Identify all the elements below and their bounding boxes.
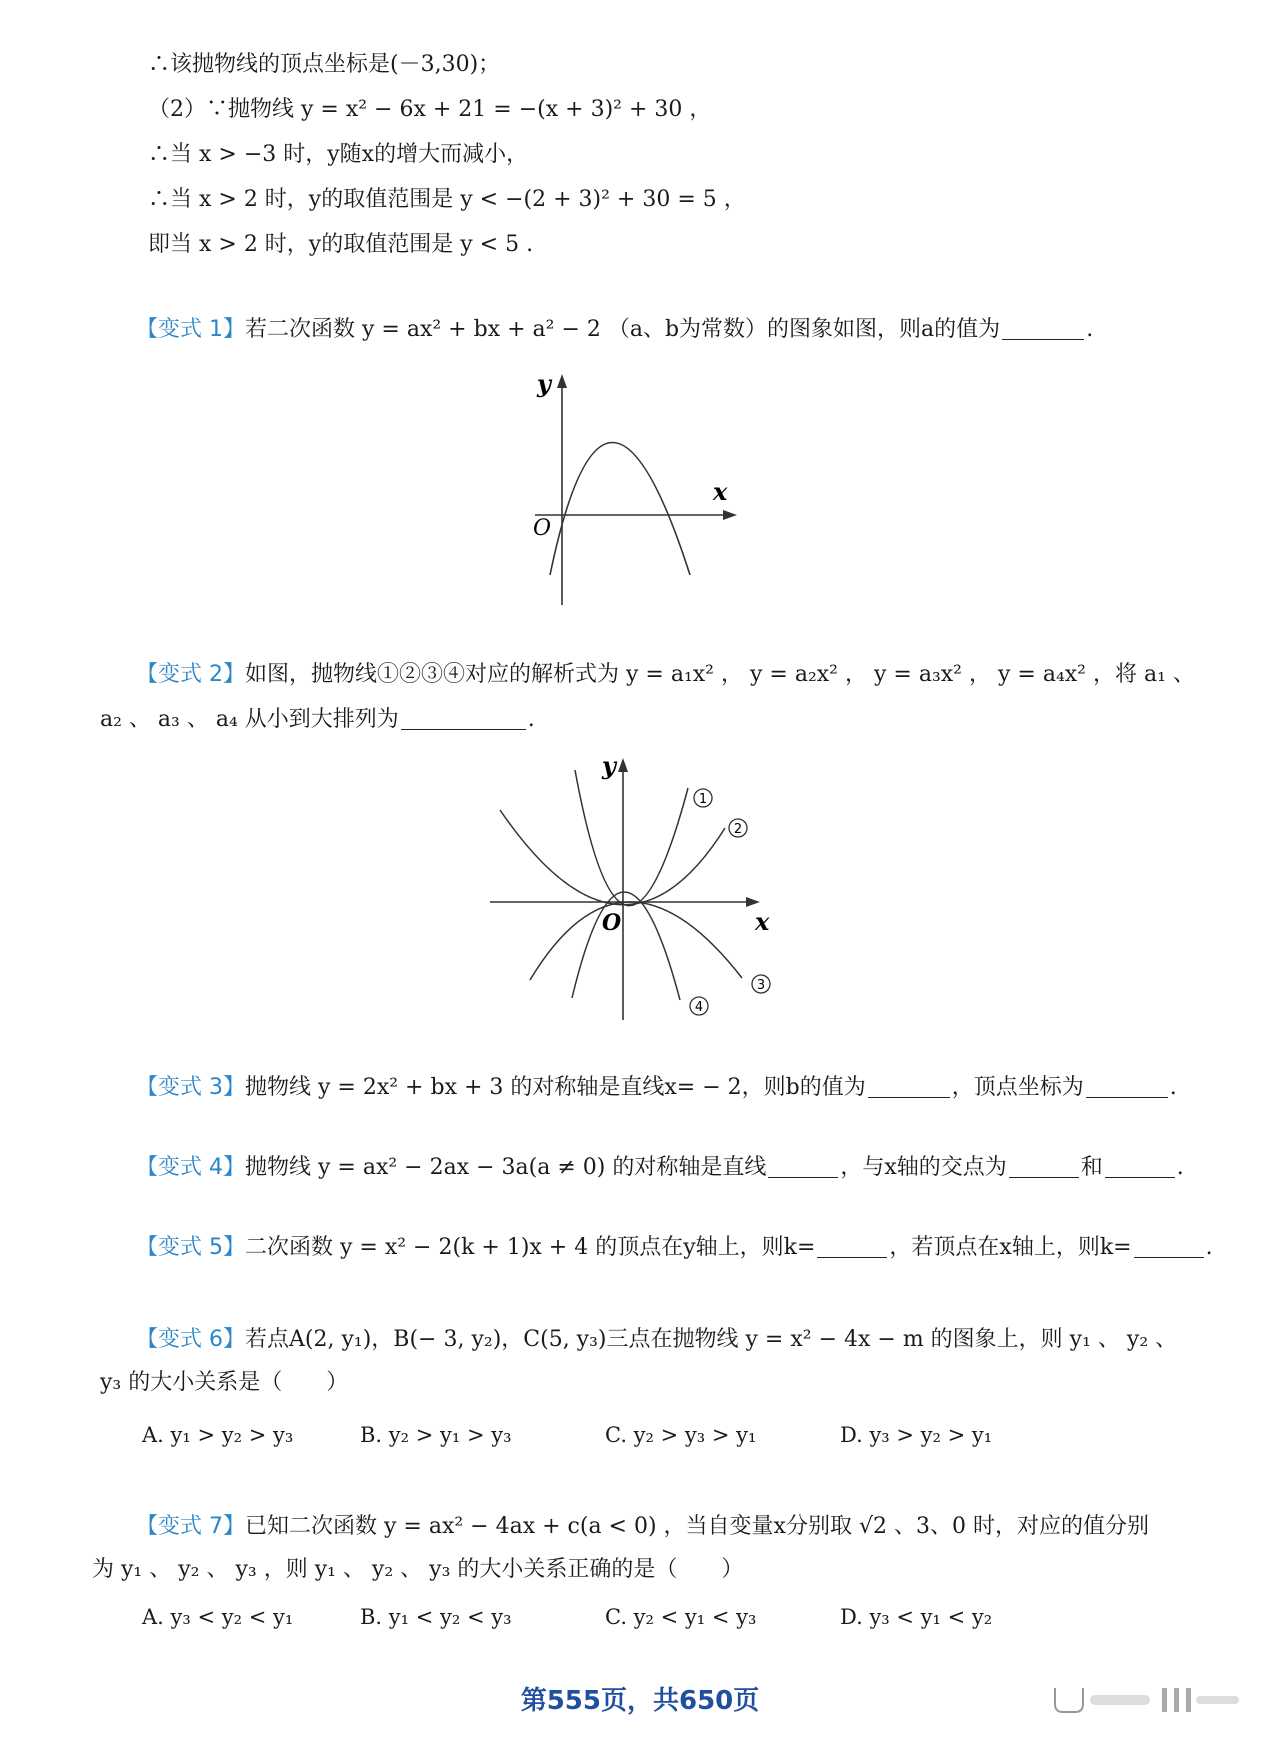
variant-1-text: 若二次函数 y = ax² + bx + a² − 2 （a、b为常数）的图象如图，则a的值为 [245, 317, 1001, 342]
answer-blank[interactable] [401, 707, 526, 730]
variant-4-tag: 【变式 4】 [136, 1155, 245, 1180]
variant-4-text: 抛物线 y = ax² − 2ax − 3a(a ≠ 0) 的对称轴是直线 [245, 1155, 767, 1180]
intro-line-4: ∴当 x > 2 时，y的取值范围是 y < −(2 + 3)² + 30 = 5 ， [148, 187, 746, 212]
variant-2-figure [480, 750, 780, 1030]
x-arrow-icon [746, 897, 760, 907]
variant-7-option-c[interactable]: C. y₂ < y₁ < y₃ [605, 1605, 757, 1629]
variant-3-text-mid: ，顶点坐标为 [951, 1075, 1084, 1100]
variant-7-text: 已知二次函数 y = ax² − 4ax + c(a < 0) ，当自变量x分别取 √2 、3、0 时，对应的值分别 [245, 1514, 1149, 1539]
answer-blank[interactable] [817, 1235, 887, 1258]
variant-5-tag: 【变式 5】 [136, 1235, 245, 1260]
decorative-marks-icon [1050, 1682, 1250, 1722]
variant-3-question [136, 1073, 1177, 1103]
parabola-3-curve [530, 902, 742, 980]
variant-7-option-b[interactable]: B. y₁ < y₂ < y₃ [360, 1605, 512, 1629]
answer-blank[interactable] [868, 1075, 950, 1098]
variant-2-question [136, 660, 1195, 690]
variant-6-option-a[interactable]: A. y₁ > y₂ > y₃ [142, 1423, 294, 1447]
variant-2-tag: 【变式 2】 [136, 662, 245, 687]
origin-label: O [602, 910, 622, 936]
y-axis-label: y [602, 751, 616, 780]
variant-6-tag: 【变式 6】 [136, 1327, 245, 1352]
variant-6-option-d[interactable]: D. y₃ > y₂ > y₁ [840, 1423, 993, 1447]
answer-blank[interactable] [1009, 1155, 1079, 1178]
variant-6-option-b[interactable]: B. y₂ > y₁ > y₃ [360, 1423, 512, 1447]
parabola-1-curve [575, 770, 688, 906]
variant-3-tag: 【变式 3】 [136, 1075, 245, 1100]
period: . [1176, 1155, 1184, 1180]
answer-blank[interactable] [1086, 1075, 1168, 1098]
variant-5-text-mid: ，若顶点在x轴上，则k= [889, 1235, 1132, 1260]
y-arrow-icon [618, 758, 628, 772]
answer-blank[interactable] [768, 1155, 838, 1178]
y-axis-label: y [537, 370, 551, 398]
intro-line-3: ∴当 x > −3 时，y随x的增大而减小， [148, 142, 529, 167]
variant-6-text: 若点A(2, y₁)，B(− 3, y₂)，C(5, y₃)三点在抛物线 y = x² − 4x − m 的图象上，则 y₁ 、 y₂ 、 [245, 1327, 1178, 1352]
variant-3-text: 抛物线 y = 2x² + bx + 3 的对称轴是直线x= − 2，则b的值为 [245, 1075, 866, 1100]
parabola-2-curve [500, 810, 725, 905]
page-number: 第555页，共650页 [520, 1686, 760, 1716]
curve-3-label: 3 [756, 978, 766, 993]
variant-4-question [136, 1153, 1184, 1183]
x-axis-label: x [713, 477, 728, 506]
variant-5-text: 二次函数 y = x² − 2(k + 1)x + 4 的顶点在y轴上，则k= [245, 1235, 816, 1260]
parabola-4-curve [572, 892, 680, 1000]
period: . [527, 707, 535, 732]
curve-1-label: 1 [698, 792, 708, 807]
variant-6-question [136, 1325, 1177, 1355]
variant-5-question [136, 1233, 1213, 1263]
variant-7-tag: 【变式 7】 [136, 1514, 245, 1539]
variant-7-option-d[interactable]: D. y₃ < y₁ < y₂ [840, 1605, 993, 1629]
x-axis-label: x [755, 907, 770, 936]
answer-blank[interactable] [1002, 317, 1084, 340]
variant-6-question-line-2: y₃ 的大小关系是（ ） [100, 1370, 349, 1395]
answer-blank[interactable] [1134, 1235, 1204, 1258]
period: . [1205, 1235, 1213, 1260]
answer-blank[interactable] [1105, 1155, 1175, 1178]
curve-2-label: 2 [733, 822, 743, 837]
variant-2-text: 如图，抛物线①②③④对应的解析式为 y = a₁x² ， y = a₂x² ， y = a₃x² ， y = a₄x² ，将 a₁ 、 [245, 662, 1195, 687]
variant-2-question-line-2 [100, 705, 535, 735]
variant-7-question [136, 1512, 1149, 1542]
variant-4-text-mid: ，与x轴的交点为 [840, 1155, 1007, 1180]
variant-7-question-line-2: 为 y₁ 、 y₂ 、 y₃ ，则 y₁ 、 y₂ 、 y₃ 的大小关系正确的是（ ） [92, 1557, 744, 1582]
intro-line-1: ∴该抛物线的顶点坐标是(－3,30)； [148, 52, 501, 77]
period: . [1169, 1075, 1177, 1100]
intro-line-2: （2）∵抛物线 y = x² − 6x + 21 = −(x + 3)² + 30 ， [148, 97, 712, 122]
curve-4-label: 4 [694, 1000, 704, 1015]
variant-7-option-a[interactable]: A. y₃ < y₂ < y₁ [142, 1605, 294, 1629]
variant-1-question [136, 315, 1093, 345]
origin-label: O [533, 516, 552, 541]
x-arrow-icon [723, 510, 737, 520]
variant-2-text-2: a₂ 、 a₃ 、 a₄ 从小到大排列为 [100, 707, 399, 732]
parabola-curve [550, 443, 690, 576]
period: . [1086, 317, 1094, 342]
y-arrow-icon [557, 374, 567, 388]
variant-6-option-c[interactable]: C. y₂ > y₃ > y₁ [605, 1423, 757, 1447]
variant-4-text-mid-2: 和 [1080, 1155, 1103, 1180]
variant-1-tag: 【变式 1】 [136, 317, 245, 342]
variant-1-figure [515, 370, 745, 610]
intro-line-5: 即当 x > 2 时，y的取值范围是 y < 5 . [148, 232, 534, 257]
